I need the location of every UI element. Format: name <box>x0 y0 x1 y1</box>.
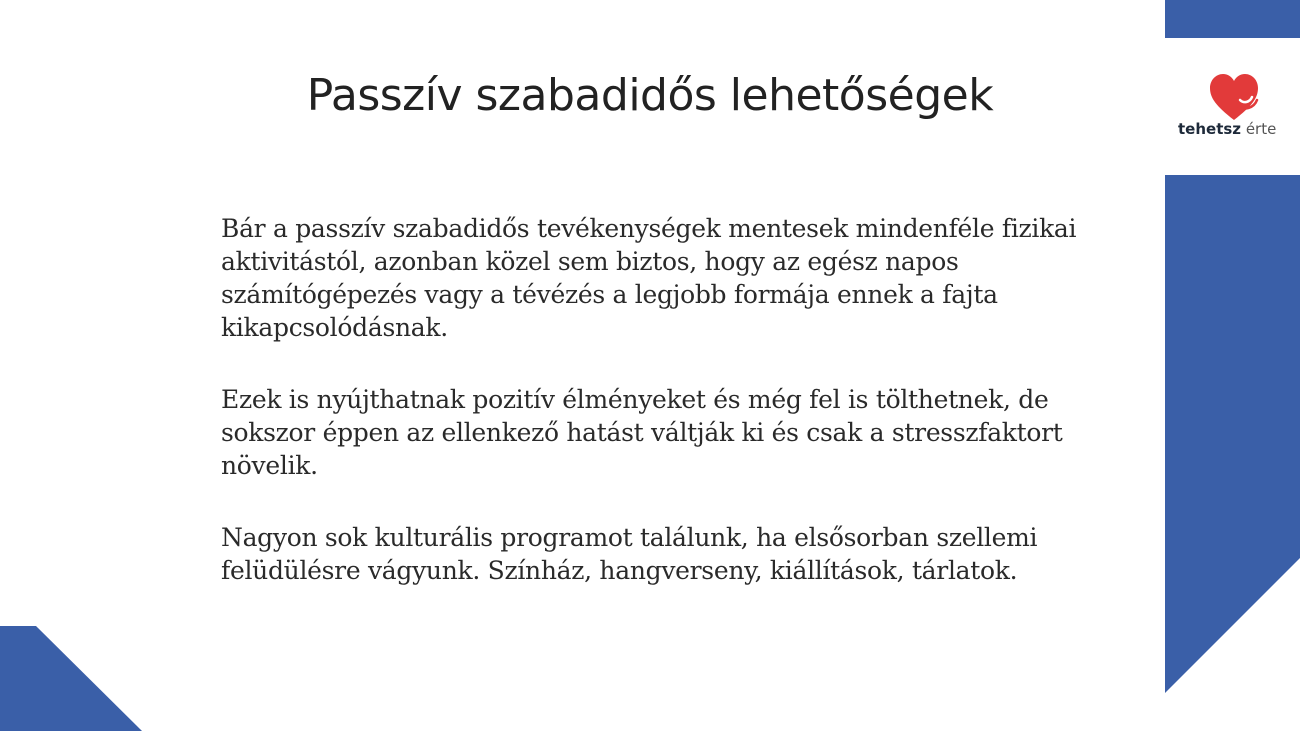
body-paragraph-3: Nagyon sok kulturális programot találunk, ha elsősorban szellemi felüdülésre vágyunk. Színház, hangverseny, kiállítások, tárlatok. <box>221 523 1038 585</box>
decor-top-right-bar <box>1165 0 1300 38</box>
slide-body <box>221 212 1111 626</box>
logo-text <box>1178 120 1276 138</box>
decor-bottom-left-triangle <box>0 626 142 731</box>
decor-right-panel <box>1165 175 1300 693</box>
logo-text-bold: tehetsz <box>1178 120 1242 138</box>
logo-text-light: érte <box>1245 120 1277 138</box>
slide-title: Passzív szabadidős lehetőségek <box>306 70 994 121</box>
body-paragraph-2: Ezek is nyújthatnak pozitív élményeket és még fel is tölthetnek, de sokszor éppen az ellenkező hatást váltják ki és csak a stresszfaktort növelik. <box>221 385 1063 480</box>
body-paragraph-1: Bár a passzív szabadidős tevékenységek mentesek mindenféle fizikai aktivitástól, azonban közel sem biztos, hogy az egész napos számítógépezés vagy a tévézés a legjobb formája ennek a fajta kikapcsolódásnak. <box>221 214 1077 342</box>
